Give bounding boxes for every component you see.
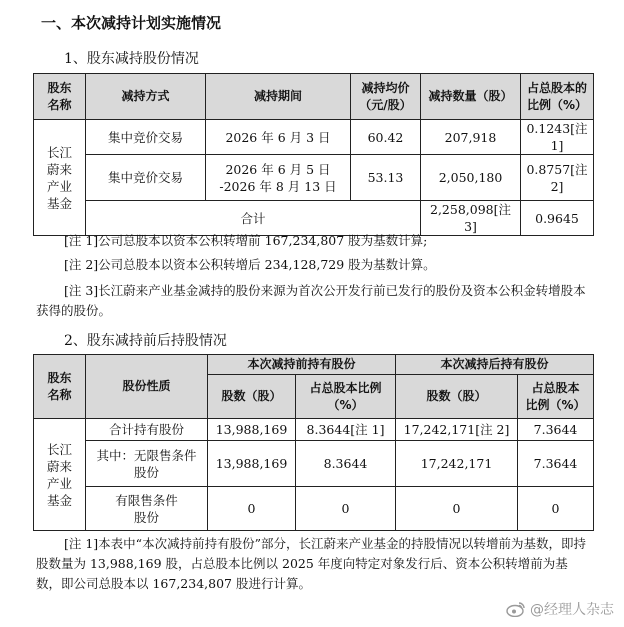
- th-period: 减持期间: [206, 74, 351, 120]
- note-1: [注 1]公司总股本以资本公积转增前 167,234,807 股为基数计算;: [64, 233, 428, 248]
- nature-cell: 有限售条件 股份: [86, 487, 208, 531]
- note-2: [注 2]公司总股本以资本公积转增后 234,128,729 股为基数计算。: [64, 257, 436, 272]
- th-shareholder: 股东 名称: [34, 355, 86, 419]
- table2-note: [注 1]本表中“本次减持前持有股份”部分，长江蔚来产业基金的持股情况以转增前为基数，即持股数量为 13,988,169 股，占总股本比例以 2025 年度向特定对象发行后、资本公积转增前为基数，即公司总股本以 167,234,807 股进行计算。: [36, 536, 586, 591]
- shares-after-cell: 17,242,171: [396, 441, 518, 487]
- th-ratio-after: 占总股本 比例（%）: [518, 375, 594, 419]
- total-label: 合计: [86, 201, 421, 236]
- price-cell: 53.13: [351, 155, 421, 201]
- th-price: 减持均价 （元/股）: [351, 74, 421, 120]
- total-quantity: 2,258,098[注 3]: [421, 201, 521, 236]
- th-before: 本次减持前持有股份: [208, 355, 396, 375]
- period-cell: 2026 年 6 月 5 日 -2026 年 8 月 13 日: [206, 155, 351, 201]
- ratio-after-cell: 0: [518, 487, 594, 531]
- shares-before-cell: 13,988,169: [208, 419, 296, 441]
- th-ratio-before: 占总股本比例 （%）: [296, 375, 396, 419]
- quantity-cell: 2,050,180: [421, 155, 521, 201]
- th-shareholder: 股东 名称: [34, 74, 86, 120]
- th-nature: 股份性质: [86, 355, 208, 419]
- ratio-before-cell: 0: [296, 487, 396, 531]
- nature-cell: 其中：无限售条件 股份: [86, 441, 208, 487]
- watermark-text: @经理人杂志: [530, 602, 614, 618]
- th-shares-before: 股数（股）: [208, 375, 296, 419]
- method-cell: 集中竞价交易: [86, 120, 206, 155]
- nature-cell: 合计持有股份: [86, 419, 208, 441]
- shares-after-cell: 17,242,171[注 2]: [396, 419, 518, 441]
- weibo-icon: [506, 601, 526, 617]
- ratio-cell: 0.8757[注 2]: [521, 155, 594, 201]
- total-ratio: 0.9645: [521, 201, 594, 236]
- th-ratio: 占总股本的 比例（%）: [521, 74, 594, 120]
- subsection-heading-1: 1、股东减持股份情况: [64, 51, 199, 67]
- ratio-cell: 0.1243[注 1]: [521, 120, 594, 155]
- table-row: [34, 419, 594, 441]
- watermark: [506, 599, 614, 619]
- th-quantity: 减持数量（股）: [421, 74, 521, 120]
- section-heading: 一、本次减持计划实施情况: [41, 14, 222, 32]
- table-row: [34, 120, 594, 155]
- reduction-table: [33, 73, 594, 236]
- table-row: [34, 155, 594, 201]
- note-3: [注 3]长江蔚来产业基金减持的股份来源为首次公开发行前已发行的股份及资本公积金转增股本获得的股份。: [36, 283, 586, 318]
- ratio-after-cell: 7.3644: [518, 419, 594, 441]
- th-shares-after: 股数（股）: [396, 375, 518, 419]
- method-cell: 集中竞价交易: [86, 155, 206, 201]
- ratio-after-cell: 7.3644: [518, 441, 594, 487]
- holding-table: [33, 354, 594, 531]
- quantity-cell: 207,918: [421, 120, 521, 155]
- shares-after-cell: 0: [396, 487, 518, 531]
- shareholder-cell: 长江 蔚来 产业 基金: [34, 419, 86, 531]
- price-cell: 60.42: [351, 120, 421, 155]
- table-row: [34, 487, 594, 531]
- table-row: [34, 441, 594, 487]
- subsection-heading-2: 2、股东减持前后持股情况: [64, 333, 227, 349]
- ratio-before-cell: 8.3644[注 1]: [296, 419, 396, 441]
- th-after: 本次减持后持有股份: [396, 355, 594, 375]
- shares-before-cell: 0: [208, 487, 296, 531]
- shares-before-cell: 13,988,169: [208, 441, 296, 487]
- period-cell: 2026 年 6 月 3 日: [206, 120, 351, 155]
- shareholder-cell: 长江 蔚来 产业 基金: [34, 120, 86, 236]
- th-method: 减持方式: [86, 74, 206, 120]
- ratio-before-cell: 8.3644: [296, 441, 396, 487]
